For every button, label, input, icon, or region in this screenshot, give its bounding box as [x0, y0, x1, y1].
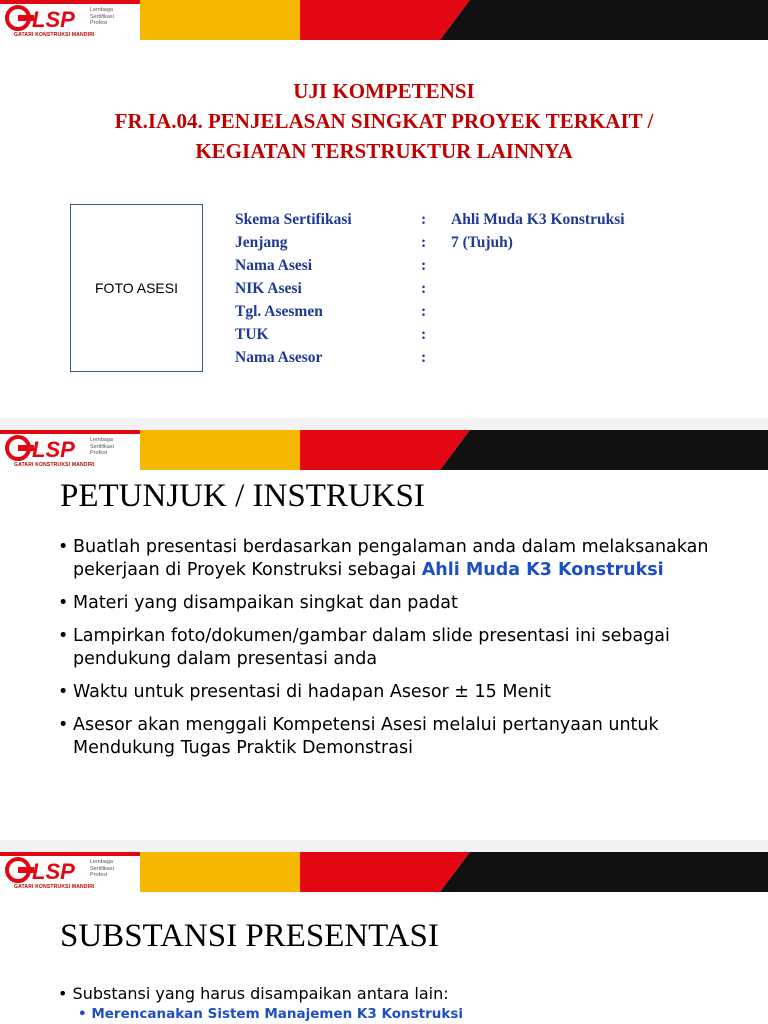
photo-placeholder — [70, 204, 203, 372]
info-table — [235, 208, 751, 369]
sub-list-item: • Merencanakan Sistem Manajemen K3 Konstruksi — [78, 1006, 463, 1022]
lsp-logo-mark — [4, 434, 84, 462]
logo-sub-text: GATARI KONSTRUKSI MANDIRI — [14, 32, 95, 38]
lsp-logo — [4, 434, 124, 468]
slide-instructions — [0, 430, 768, 840]
photo-label: FOTO ASESI — [95, 280, 178, 296]
list-item: • Asesor akan menggali Kompetensi Asesi melalui pertanyaan untuk Mendukung Tugas Praktik Demonstrasi — [58, 714, 738, 760]
highlight-text: Ahli Muda K3 Konstruksi — [421, 560, 664, 580]
list-item: • Substansi yang harus disampaikan antara lain: — [58, 984, 449, 1003]
lsp-logo-mark — [4, 4, 84, 32]
logo-side-text: Lembaga Sertifikasi Profesi — [90, 7, 114, 26]
logo-sub-text: GATARI KONSTRUKSI MANDIRI — [14, 884, 95, 890]
slide-gap — [0, 840, 768, 852]
header-band — [0, 852, 768, 896]
info-row: NIK Asesi : — [235, 280, 427, 297]
list-item: • Materi yang disampaikan singkat dan padat — [58, 592, 738, 615]
info-row: Nama Asesi : — [235, 257, 427, 274]
section-heading: SUBSTANSI PRESENTASI — [60, 918, 439, 954]
list-item: • Lampirkan foto/dokumen/gambar dalam slide presentasi ini sebagai pendukung dalam presentasi anda — [58, 625, 738, 671]
info-row: Skema Sertifikasi : Ahli Muda K3 Konstruksi — [235, 211, 625, 228]
logo-brand: LSP — [32, 437, 75, 462]
slide-substance — [0, 852, 768, 1024]
list-item: • Waktu untuk presentasi di hadapan Asesor ± 15 Menit — [58, 681, 738, 704]
logo-brand: LSP — [32, 7, 75, 32]
info-row: Nama Asesor : — [235, 349, 427, 366]
info-row: TUK : — [235, 326, 427, 343]
slide-gap — [0, 418, 768, 430]
lsp-logo-mark — [4, 856, 84, 884]
lsp-logo — [4, 4, 124, 38]
slide-cover — [0, 0, 768, 418]
page-title: UJI KOMPETENSI FR.IA.04. PENJELASAN SINGKAT PROYEK TERKAIT / KEGIATAN TERSTRUKTUR LAINNYA — [114, 79, 654, 163]
logo-side-text: Lembaga Sertifikasi Profesi — [90, 859, 114, 878]
section-heading: PETUNJUK / INSTRUKSI — [60, 478, 425, 514]
logo-sub-text: GATARI KONSTRUKSI MANDIRI — [14, 462, 95, 468]
header-band — [0, 0, 768, 44]
header-band — [0, 430, 768, 474]
instruction-list — [58, 536, 738, 770]
info-row: Tgl. Asesmen : — [235, 303, 427, 320]
logo-side-text: Lembaga Sertifikasi Profesi — [90, 437, 114, 456]
lsp-logo — [4, 856, 124, 890]
logo-brand: LSP — [32, 859, 75, 884]
list-item: • Buatlah presentasi berdasarkan pengalaman anda dalam melaksanakan pekerjaan di Proyek Konstruksi sebagai Ahli Muda K3 Konstruksi — [58, 536, 738, 582]
info-row: Jenjang : 7 (Tujuh) — [235, 234, 513, 251]
